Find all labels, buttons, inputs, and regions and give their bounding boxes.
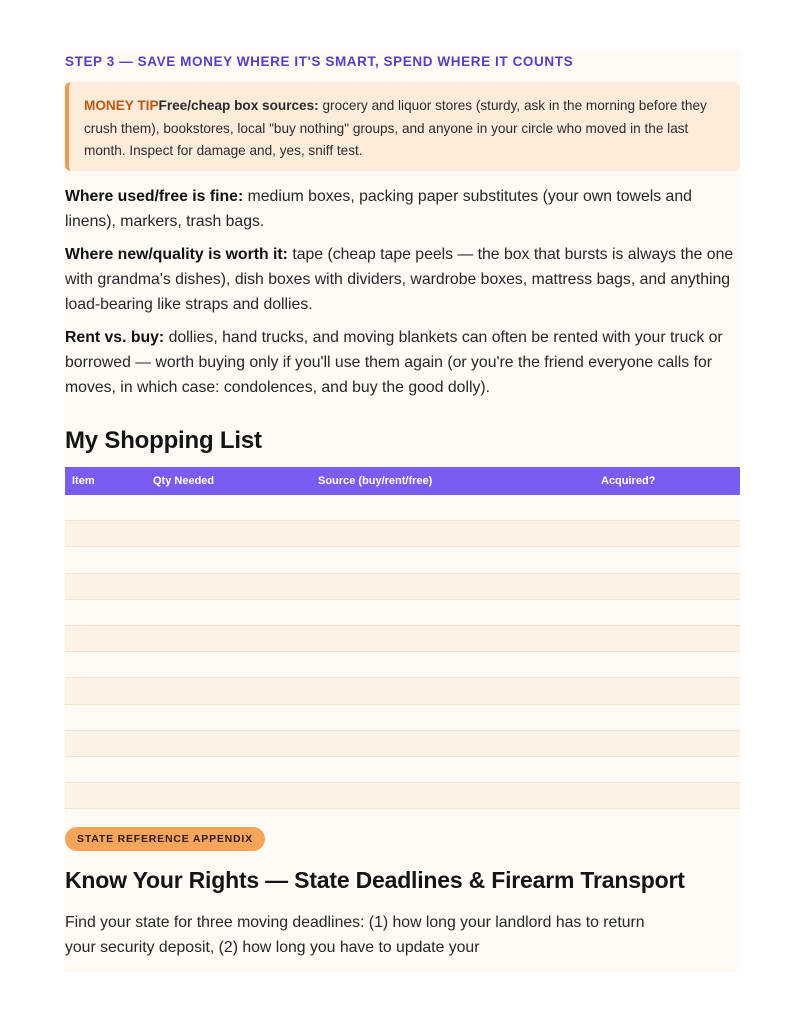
cell-item[interactable] [65,678,146,704]
cell-item[interactable] [65,573,146,599]
cell-item[interactable] [65,652,146,678]
paragraph-bold: Where new/quality is worth it: [65,246,288,263]
cell-qty[interactable] [146,704,311,730]
cell-source[interactable] [311,730,594,756]
cell-item[interactable] [65,783,146,809]
document-page [65,50,740,972]
cell-item[interactable] [65,625,146,651]
cell-source[interactable] [311,547,594,573]
cell-source[interactable] [311,652,594,678]
paragraph-bold: Where used/free is fine: [65,188,244,205]
cell-source[interactable] [311,756,594,782]
step-heading: STEP 3 — SAVE MONEY WHERE IT'S SMART, SPEND WHERE IT COUNTS [65,54,574,69]
cell-qty[interactable] [146,678,311,704]
column-header-source: Source (buy/rent/free) [311,467,594,495]
shopping-list-title: My Shopping List [65,427,262,454]
cell-item[interactable] [65,547,146,573]
table-row[interactable] [65,678,740,704]
table-row[interactable] [65,730,740,756]
column-header-qty: Qty Needed [146,467,311,495]
cell-acquired[interactable] [594,652,740,678]
cell-item[interactable] [65,495,146,521]
cell-item[interactable] [65,704,146,730]
cell-qty[interactable] [146,625,311,651]
money-tip-callout [65,82,740,171]
cell-qty[interactable] [146,730,311,756]
table-row[interactable] [65,704,740,730]
paragraph-used-free [65,184,740,234]
table-row[interactable] [65,652,740,678]
cell-qty[interactable] [146,521,311,547]
cell-source[interactable] [311,573,594,599]
table-row[interactable] [65,547,740,573]
cell-qty[interactable] [146,547,311,573]
cell-acquired[interactable] [594,756,740,782]
column-header-acquired: Acquired? [594,467,740,495]
paragraph-new-quality [65,242,740,317]
cell-qty[interactable] [146,783,311,809]
cell-acquired[interactable] [594,573,740,599]
rights-title: Know Your Rights — State Deadlines & Firearm Transport [65,867,685,893]
cell-acquired[interactable] [594,495,740,521]
cell-item[interactable] [65,756,146,782]
cell-qty[interactable] [146,652,311,678]
cell-source[interactable] [311,783,594,809]
cell-qty[interactable] [146,756,311,782]
table-row[interactable] [65,625,740,651]
cell-item[interactable] [65,599,146,625]
cell-qty[interactable] [146,495,311,521]
cell-source[interactable] [311,495,594,521]
table-row[interactable] [65,521,740,547]
cell-source[interactable] [311,521,594,547]
cell-qty[interactable] [146,573,311,599]
cell-acquired[interactable] [594,730,740,756]
tip-strong: Free/cheap box sources: [158,98,319,113]
paragraph-text: medium boxes, packing paper substitutes (your own towels and linens), markers, trash bags. [65,188,692,230]
cell-acquired[interactable] [594,625,740,651]
paragraph-text: tape (cheap tape peels — the box that bursts is always the one with grandma's dishes), dish boxes with dividers, wardrobe boxes, mattress bags, and anything load-bearing like straps and dollies. [65,246,734,313]
cell-qty[interactable] [146,599,311,625]
appendix-pill-badge: STATE REFERENCE APPENDIX [65,827,265,851]
table-row[interactable] [65,756,740,782]
cell-item[interactable] [65,521,146,547]
cell-item[interactable] [65,730,146,756]
cell-source[interactable] [311,704,594,730]
cell-acquired[interactable] [594,678,740,704]
paragraph-rent-vs-buy [65,325,740,400]
table-row[interactable] [65,573,740,599]
cell-source[interactable] [311,599,594,625]
tip-text: grocery and liquor stores (sturdy, ask in the morning before they crush them), bookstores, local "buy nothing" groups, and anyone in your circle who moved in the last month. Inspect for damage and, yes, sniff test. [84,98,707,158]
cell-acquired[interactable] [594,783,740,809]
table-row[interactable] [65,783,740,809]
cell-source[interactable] [311,625,594,651]
table-row[interactable] [65,599,740,625]
tip-label: MONEY TIP [84,98,159,113]
cell-acquired[interactable] [594,704,740,730]
table-header-row [65,467,740,495]
table-row[interactable] [65,495,740,521]
rights-intro-text: Find your state for three moving deadlines: (1) how long your landlord has to return your security deposit, (2) how long you have to update your [65,914,645,956]
cell-source[interactable] [311,678,594,704]
paragraph-bold: Rent vs. buy: [65,329,165,346]
paragraph-text: dollies, hand trucks, and moving blankets can often be rented with your truck or borrowed — worth buying only if you'll use them again (or you're the friend everyone calls for moves, in which case: condolences, and buy the good dolly). [65,329,723,396]
cell-acquired[interactable] [594,521,740,547]
shopping-list-table [65,467,740,809]
column-header-item: Item [65,467,146,495]
cell-acquired[interactable] [594,547,740,573]
cell-acquired[interactable] [594,599,740,625]
